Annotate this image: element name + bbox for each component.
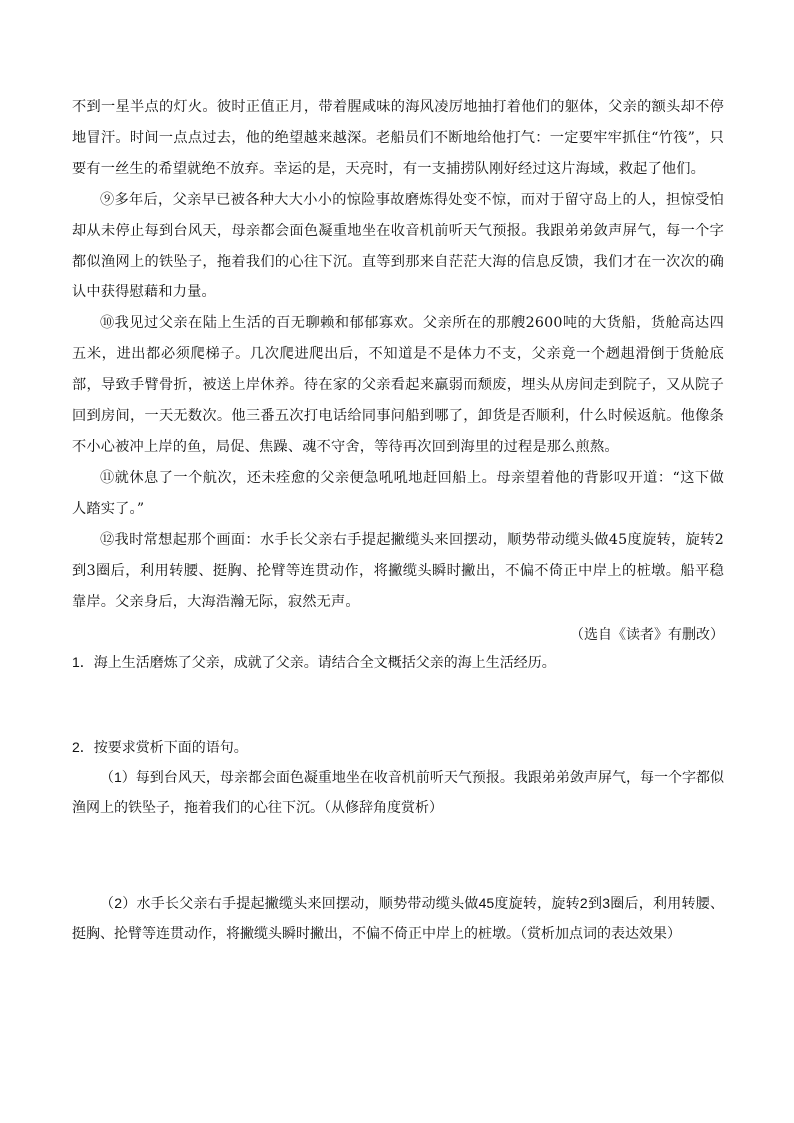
passage-paragraph-10: ⑩我见过父亲在陆上生活的百无聊赖和郁郁寡欢。父亲所在的那艘2600吨的大货船，货舱高达四五米，进出都必须爬梯子。几次爬进爬出后，不知道是不是体力不支，父亲竟一个趔趄滑倒于货舱底部，导致手臂骨折，被送上岸休养。待在家的父亲看起来羸弱而颓废，埋头从房间走到院子，又从院子回到房间，一天无数次。他三番五次打电话给同事问船到哪了，卸货是否顺利，什么时候返航。他像条不小心被冲上岸的鱼，局促、焦躁、魂不守舍，等待再次回到海里的过程是那么煎熬。 bbox=[72, 315, 724, 455]
question-2-1: （1）每到台风天，母亲都会面色凝重地坐在收音机前听天气预报。我跟弟弟敛声屏气，每一个字都似渔网上的铁坠子，拖着我们的心往下沉。（从修辞角度赏析） bbox=[72, 769, 724, 816]
passage-source: （选自《读者》有删改） bbox=[570, 626, 724, 643]
passage-paragraph-9: ⑨多年后，父亲早已被各种大大小小的惊险事故磨炼得处变不惊，而对于留守岛上的人，担惊受怕却从未停止每到台风天，母亲都会面色凝重地坐在收音机前听天气预报。我跟弟弟敛声屏气，每一个字都似渔网上的铁坠子，拖着我们的心往下沉。直等到那来自茫茫大海的信息反馈，我们才在一次次的确认中获得慰藉和力量。 bbox=[72, 191, 724, 301]
question-1: 1．海上生活磨炼了父亲，成就了父亲。请结合全文概括父亲的海上生活经历。 bbox=[72, 654, 556, 671]
question-2: 2．按要求赏析下面的语句。 bbox=[72, 739, 248, 756]
page-content bbox=[72, 92, 724, 948]
answer-space-2-1 bbox=[72, 822, 724, 888]
answer-space-1 bbox=[72, 677, 724, 732]
passage-paragraph-continued: 不到一星半点的灯火。彼时正值正月，带着腥咸味的海风凌厉地抽打着他们的躯体，父亲的额头却不停地冒汗。时间一点点过去，他的绝望越来越深。老船员们不断地给他打气：一定要牢牢抓住“竹筏”，只要有一丝生的希望就绝不放弃。幸运的是，天亮时，有一支捕捞队刚好经过这片海域，救起了他们。 bbox=[72, 99, 724, 177]
passage-paragraph-11: ⑪就休息了一个航次，还未痊愈的父亲便急吼吼地赶回船上。母亲望着他的背影叹开道：“这下做人踏实了。” bbox=[72, 469, 724, 517]
passage-paragraph-12: ⑫我时常想起那个画面：水手长父亲右手提起撇缆头来回摆动，顺势带动缆头做45度旋转，旋转2到3圈后，利用转腰、挺胸、抡臂等连贯动作，将撇缆头瞬时撇出，不偏不倚正中岸上的桩墩。船平稳靠岸。父亲身后，大海浩瀚无际，寂然无声。 bbox=[72, 531, 724, 610]
question-2-2: （2）水手长父亲右手提起撇缆头来回摆动，顺势带动缆头做45度旋转，旋转2到3圈后，利用转腰、挺胸、抡臂等连贯动作，将撇缆头瞬时撇出，不偏不倚正中岸上的桩墩。（赏析加点词的表达效果） bbox=[72, 895, 724, 942]
